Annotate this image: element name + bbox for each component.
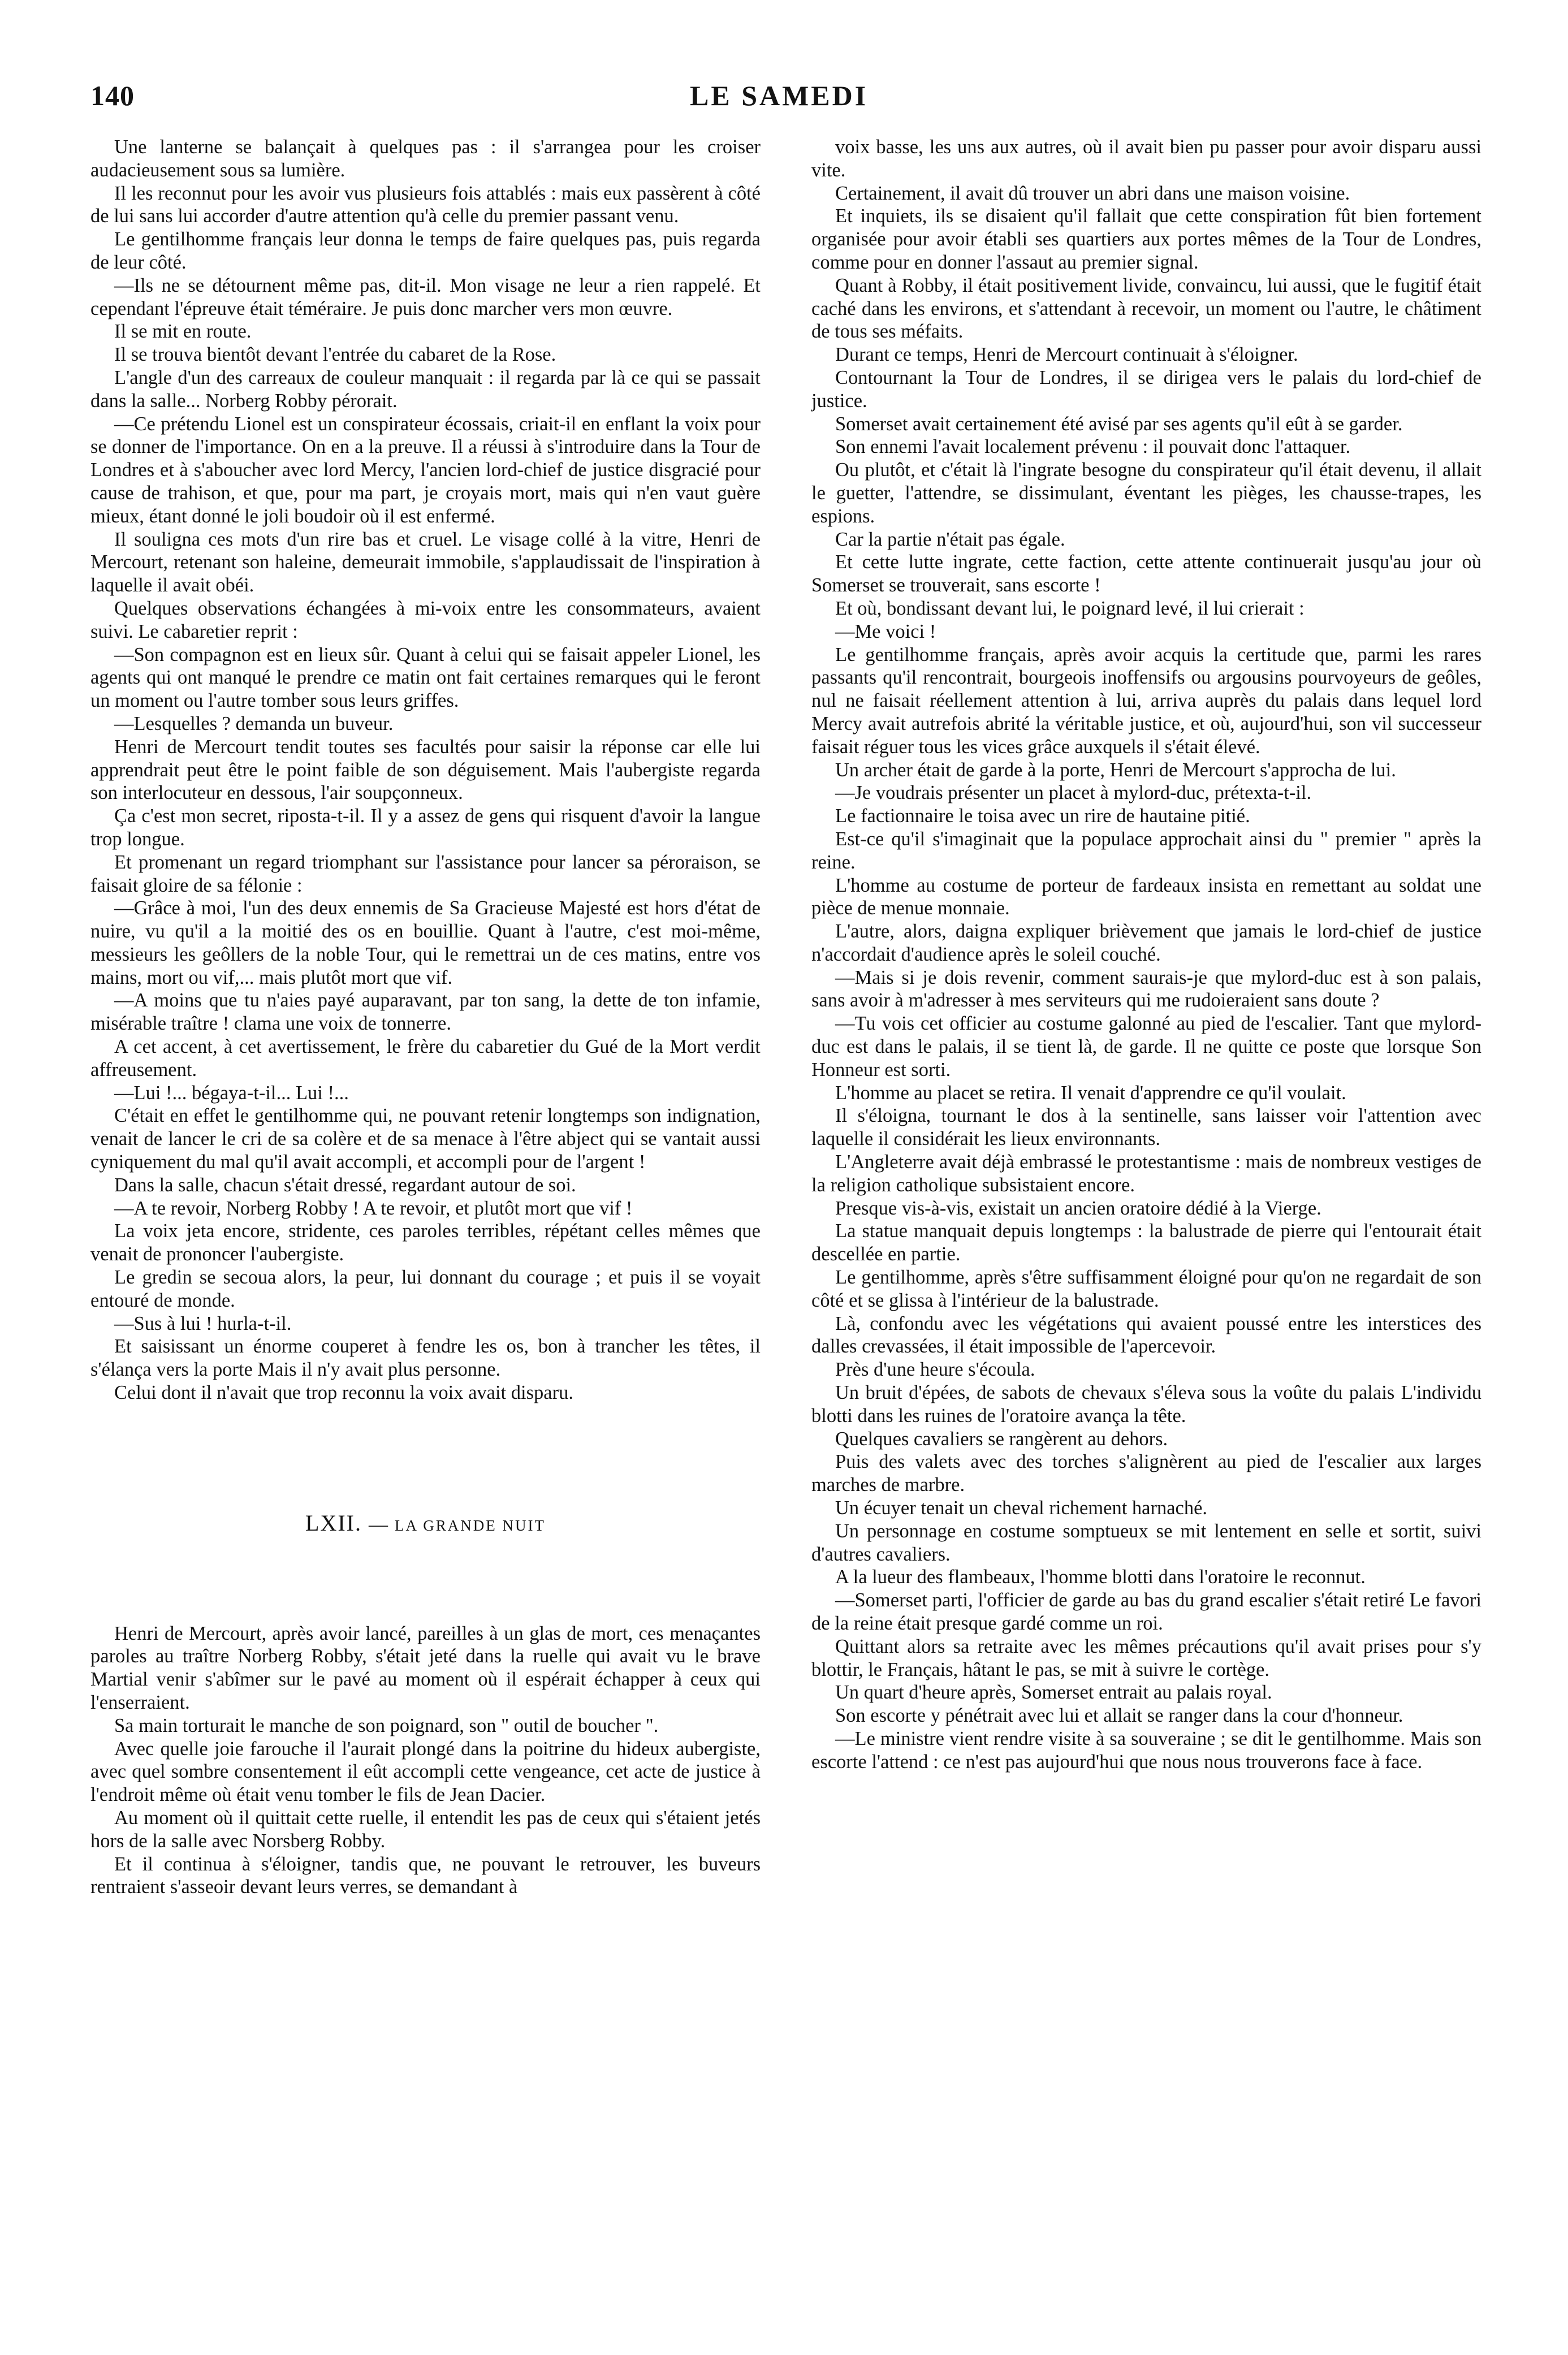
article-paragraph: Le factionnaire le toisa avec un rire de hautaine pitié.: [835, 805, 1250, 827]
article-paragraph: Et où, bondissant devant lui, le poignard levé, il lui crierait :: [835, 597, 1304, 619]
article-paragraph: Au moment où il quittait cette ruelle, il entendit les pas de ceux qui s'étaient jetés hors de la salle avec Norsberg Robby.: [90, 1807, 761, 1852]
article-paragraph: —Grâce à moi, l'un des deux ennemis de Sa Gracieuse Majesté est hors d'état de nuire, vu qu'il a la moitié des os en bouillie. Quant à l'autre, c'est moi-même, messieurs les geôllers de la noble Tour, qui le remettrai un de ces matins, entre vos mains, mort ou vif,... mais plutôt mort que vif.: [90, 897, 761, 988]
article-paragraph: L'angle d'un des carreaux de couleur manquait : il regarda par là ce qui se passait dans la salle... Norberg Robby pérorait.: [90, 366, 761, 412]
article-paragraph: L'homme au placet se retira. Il venait d'apprendre ce qu'il voulait.: [835, 1082, 1346, 1104]
article-paragraph: L'homme au costume de porteur de fardeaux insista en remettant au soldat une pièce de menue monnaie.: [811, 874, 1481, 919]
chapter-number: LXII.: [305, 1510, 362, 1536]
article-paragraph: —Ils ne se détournent même pas, dit-il. Mon visage ne leur a rien rappelé. Et cependant l'épreuve était téméraire. Je puis donc marcher vers mon œuvre.: [90, 274, 761, 319]
article-paragraph: Le gentilhomme français leur donna le temps de faire quelques pas, puis regarda de leur côté.: [90, 228, 761, 273]
chapter-heading: [90, 1512, 761, 1537]
article-paragraph: Est-ce qu'il s'imaginait que la populace approchait ainsi du " premier " après la reine.: [811, 828, 1481, 873]
article-paragraph: —Lui !... bégaya-t-il... Lui !...: [114, 1082, 349, 1104]
article-paragraph: Henri de Mercourt tendit toutes ses facultés pour saisir la réponse car elle lui apprendrait peut être le point faible de son déguisement. Mais l'aubergiste regarda son interlocuteur en dessous, l'air soupçonneux.: [90, 736, 761, 804]
article-paragraph: —Mais si je dois revenir, comment saurais-je que mylord-duc est à son palais, sans avoir à m'adresser à mes serviteurs qui me rudoieraient sans doute ?: [811, 966, 1481, 1012]
article-paragraph: Il les reconnut pour les avoir vus plusieurs fois attablés : mais eux passèrent à côté de lui sans lui accorder d'autre attention qu'à celle du premier passant venu.: [90, 182, 761, 227]
article-paragraph: L'autre, alors, daigna expliquer brièvement que jamais le lord-chief de justice n'accordait d'audience après le soleil couché.: [811, 921, 1481, 965]
right-column: [811, 136, 1481, 1774]
article-paragraph: Un personnage en costume somptueux se mit lentement en selle et sortit, suivi d'autres cavaliers.: [811, 1520, 1481, 1565]
article-paragraph: Le gentilhomme français, après avoir acquis la certitude que, parmi les rares passants qu'il rencontrait, bourgeois inoffensifs ou argousins pourvoyeurs de geôles, nul ne faisait réellement attention à lui, arriva auprès du palais dans lequel lord Mercy avait autrefois abrité la véritable justice, et où, aujourd'hui, son vil successeur faisait réguer tous les vices grâce auxquels il s'était élevé.: [811, 643, 1481, 758]
article-paragraph: Ça c'est mon secret, riposta-t-il. Il y a assez de gens qui risquent d'avoir la langue trop longue.: [90, 805, 761, 850]
article-paragraph: Là, confondu avec les végétations qui avaient poussé entre les interstices des dalles crevassées, il était impossible de l'apercevoir.: [811, 1312, 1481, 1358]
left-column-text-before-chapter: [90, 136, 761, 1405]
left-column-text-after-chapter: [90, 1622, 761, 1899]
article-paragraph: Ou plutôt, et c'était là l'ingrate besogne du conspirateur qu'il était devenu, il allait le guetter, l'attendre, se dissimulant, éventant les pièges, les chausse-trapes, les espions.: [811, 459, 1481, 527]
article-paragraph: Car la partie n'était pas égale.: [835, 528, 1065, 550]
article-paragraph: Et inquiets, ils se disaient qu'il fallait que cette conspiration fût bien fortement organisée pour avoir établi ses quartiers aux portes mêmes de la Tour de Londres, comme pour en donner l'assaut au premier signal.: [811, 205, 1481, 273]
article-paragraph: Puis des valets avec des torches s'alignèrent au pied de l'escalier aux larges marches de marbre.: [811, 1451, 1481, 1496]
article-paragraph: C'était en effet le gentilhomme qui, ne pouvant retenir longtemps son indignation, venait de lancer le cri de sa colère et de sa menace à l'être abject qui se vantait aussi cyniquement du mal qu'il avait accompli, et accompli pour de l'argent !: [90, 1105, 761, 1173]
article-paragraph: Sa main torturait le manche de son poignard, son " outil de boucher ".: [114, 1714, 659, 1736]
article-paragraph: Et il continua à s'éloigner, tandis que, ne pouvant le retrouver, les buveurs rentraient s'asseoir devant leurs verres, se demandant à: [90, 1853, 761, 1898]
article-paragraph: Il s'éloigna, tournant le dos à la sentinelle, sans laisser voir l'attention avec laquelle il considérait les lieux environnants.: [811, 1105, 1481, 1150]
article-paragraph: Quant à Robby, il était positivement livide, convaincu, lui aussi, que le fugitif était caché dans les environs, et s'attendant à recevoir, un moment ou l'autre, le châtiment de tous ses méfaits.: [811, 274, 1481, 343]
article-paragraph: —A te revoir, Norberg Robby ! A te revoir, et plutôt mort que vif !: [114, 1197, 633, 1219]
journal-title: LE SAMEDI: [690, 80, 869, 111]
article-paragraph: —Lesquelles ? demanda un buveur.: [114, 712, 394, 734]
article-paragraph: Et promenant un regard triomphant sur l'assistance pour lancer sa péroraison, se faisait gloire de sa félonie :: [90, 851, 761, 896]
article-paragraph: Et cette lutte ingrate, cette faction, cette attente continuerait jusqu'au jour où Somerset se trouverait, sans escorte !: [811, 551, 1481, 597]
article-paragraph: Il se mit en route.: [114, 321, 252, 343]
article-paragraph: Quelques cavaliers se rangèrent au dehors.: [835, 1428, 1168, 1450]
article-paragraph: —Me voici !: [835, 620, 936, 642]
article-paragraph: Certainement, il avait dû trouver un abri dans une maison voisine.: [835, 182, 1350, 204]
article-paragraph: —Le ministre vient rendre visite à sa souveraine ; se dit le gentilhomme. Mais son escorte l'attend : ce n'est pas aujourd'hui que nous nous trouverons face à face.: [811, 1727, 1481, 1773]
article-paragraph: Un écuyer tenait un cheval richement harnaché.: [835, 1497, 1208, 1519]
article-paragraph: L'Angleterre avait déjà embrassé le protestantisme : mais de nombreux vestiges de la religion catholique subsistaient encore.: [811, 1151, 1481, 1196]
article-paragraph: Et saisissant un énorme couperet à fendre les os, bon à trancher les têtes, il s'élança vers la porte Mais il n'y avait plus personne.: [90, 1336, 761, 1381]
article-paragraph: Dans la salle, chacun s'était dressé, regardant autour de soi.: [114, 1174, 576, 1196]
article-paragraph: Un archer était de garde à la porte, Henri de Mercourt s'approcha de lui.: [835, 759, 1396, 781]
article-paragraph: Durant ce temps, Henri de Mercourt continuait à s'éloigner.: [835, 344, 1298, 366]
article-paragraph: A cet accent, à cet avertissement, le frère du cabaretier du Gué de la Mort verdit affreusement.: [90, 1036, 761, 1081]
article-paragraph: voix basse, les uns aux autres, où il avait bien pu passer pour avoir disparu aussi vite.: [811, 136, 1481, 181]
article-paragraph: Quittant alors sa retraite avec les mêmes précautions qu'il avait prises pour s'y blottir, le Français, hâtant le pas, se mit à suivre le cortège.: [811, 1635, 1481, 1680]
page-header: [90, 79, 1481, 119]
article-paragraph: Un bruit d'épées, de sabots de chevaux s'éleva sous la voûte du palais L'individu blotti dans les ruines de l'oratoire avança la tête.: [811, 1382, 1481, 1427]
article-paragraph: —A moins que tu n'aies payé auparavant, par ton sang, la dette de ton infamie, misérable traître ! clama une voix de tonnerre.: [90, 989, 761, 1035]
article-paragraph: Le gentilhomme, après s'être suffisamment éloigné pour qu'on ne regardait de son côté et se glissa à l'intérieur de la balustrade.: [811, 1267, 1481, 1311]
page-number: 140: [90, 80, 135, 111]
article-paragraph: —Tu vois cet officier au costume galonné au pied de l'escalier. Tant que mylord-duc est dans le palais, il se tient là, de garde. Il ne quitte ce poste que lorsque Son Honneur est sorti.: [811, 1013, 1481, 1081]
article-paragraph: Avec quelle joie farouche il l'aurait plongé dans la poitrine du hideux aubergiste, avec quel sombre consentement il eût accompli cette vengeance, cet acte de justice à l'endroit même où était venu tomber le fils de Jean Dacier.: [90, 1738, 761, 1806]
left-column: [90, 136, 761, 1899]
article-paragraph: Quelques observations échangées à mi-voix entre les consommateurs, avaient suivi. Le cabaretier reprit :: [90, 597, 761, 642]
article-paragraph: Celui dont il n'avait que trop reconnu la voix avait disparu.: [114, 1382, 573, 1404]
article-paragraph: —Ce prétendu Lionel est un conspirateur écossais, criait-il en enflant la voix pour se donner de l'importance. On en a la preuve. Il a réussi à s'introduire dans la Tour de Londres et à s'aboucher avec lord Mercy, l'ancien lord-chief de justice disgracié pour cause de trahison, et que, pour ma part, je croyais mort, mais qui n'en vaut guère mieux, étant donné le joli boudoir où il est enfermé.: [90, 413, 761, 527]
chapter-dash: —: [368, 1514, 388, 1535]
article-paragraph: Près d'une heure s'écoula.: [835, 1359, 1035, 1381]
article-paragraph: Il se trouva bientôt devant l'entrée du cabaret de la Rose.: [114, 344, 556, 366]
article-paragraph: Il souligna ces mots d'un rire bas et cruel. Le visage collé à la vitre, Henri de Mercourt, retenant son haleine, demeurait immobile, s'applaudissait de l'inspiration à laquelle il avait obéi.: [90, 528, 761, 597]
article-paragraph: Somerset avait certainement été avisé par ses agents qu'il eût à se garder.: [835, 413, 1403, 435]
article-paragraph: Henri de Mercourt, après avoir lancé, pareilles à un glas de mort, ces menaçantes paroles au traître Norberg Robby, s'était jeté dans la ruelle qui avait vu le brave Martial venir s'abîmer sur le pavé au moment où il espérait échapper à ceux qui l'enserraient.: [90, 1622, 761, 1714]
article-paragraph: Presque vis-à-vis, existait un ancien oratoire dédié à la Vierge.: [835, 1197, 1321, 1219]
article-paragraph: Le gredin se secoua alors, la peur, lui donnant du courage ; et puis il se voyait entouré de monde.: [90, 1267, 761, 1311]
right-column-text: [811, 136, 1481, 1774]
article-paragraph: Contournant la Tour de Londres, il se dirigea vers le palais du lord-chief de justice.: [811, 366, 1481, 412]
article-paragraph: La statue manquait depuis longtemps : la balustrade de pierre qui l'entourait était descellée en partie.: [811, 1220, 1481, 1265]
article-paragraph: Un quart d'heure après, Somerset entrait au palais royal.: [835, 1682, 1272, 1704]
article-paragraph: A la lueur des flambeaux, l'homme blotti dans l'oratoire le reconnut.: [835, 1566, 1366, 1588]
article-paragraph: Son escorte y pénétrait avec lui et allait se ranger dans la cour d'honneur.: [835, 1705, 1403, 1727]
article-paragraph: —Son compagnon est en lieux sûr. Quant à celui qui se faisait appeler Lionel, les agents qui ont manqué le prendre ce matin ont fait certaines remarques qui le feront un moment ou l'autre tomber sous leurs griffes.: [90, 643, 761, 712]
article-paragraph: —Sus à lui ! hurla-t-il.: [114, 1312, 292, 1334]
article-paragraph: La voix jeta encore, stridente, ces paroles terribles, répétant celles mêmes que venait de prononcer l'aubergiste.: [90, 1220, 761, 1265]
article-paragraph: Son ennemi l'avait localement prévenu : il pouvait donc l'attaquer.: [835, 436, 1351, 458]
article-paragraph: Une lanterne se balançait à quelques pas : il s'arrangea pour les croiser audacieusement sous sa lumière.: [90, 136, 761, 181]
article-paragraph: —Somerset parti, l'officier de garde au bas du grand escalier s'était retiré Le favori de la reine était presque gardé comme un roi.: [811, 1589, 1481, 1634]
article-paragraph: —Je voudrais présenter un placet à mylord-duc, prétexta-t-il.: [835, 782, 1312, 804]
chapter-title: LA GRANDE NUIT: [394, 1516, 546, 1534]
